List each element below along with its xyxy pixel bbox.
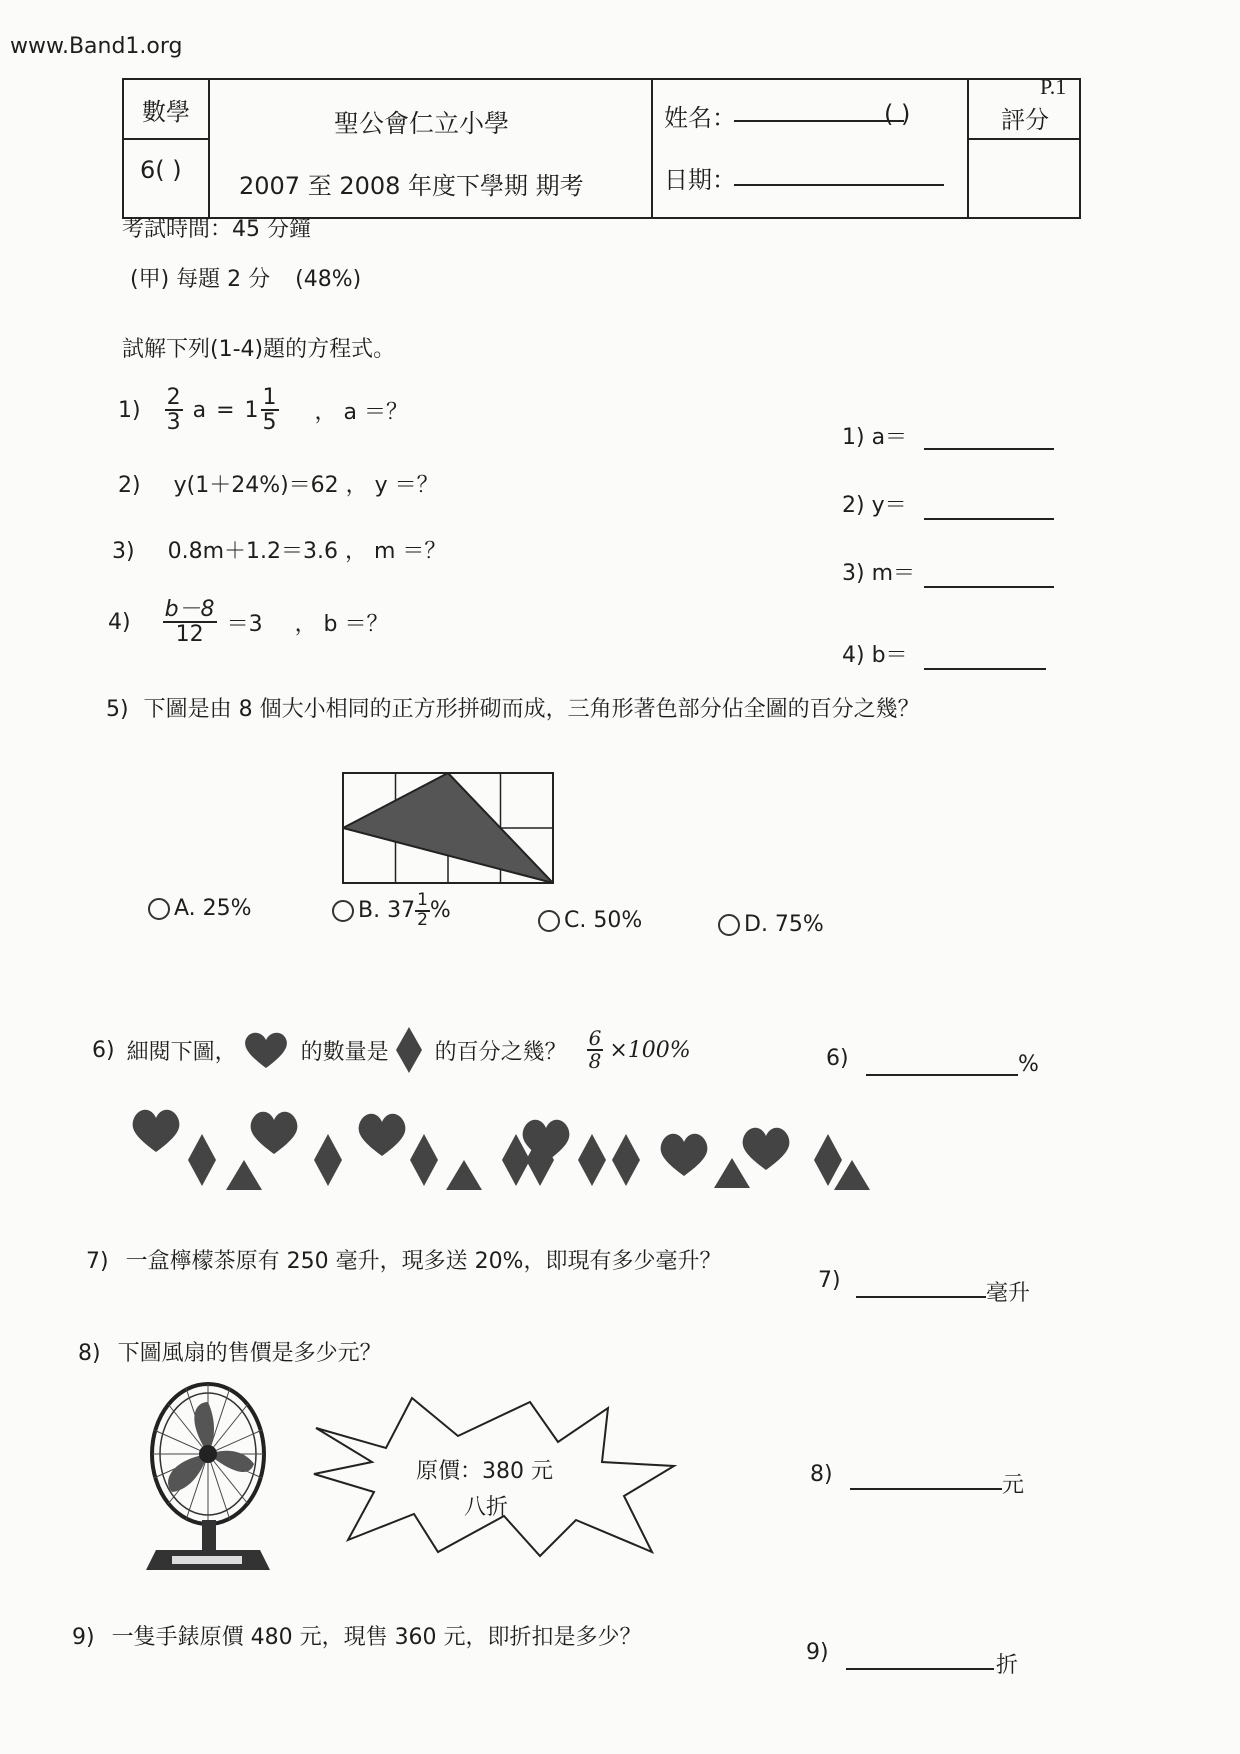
q8-number: 8) (78, 1341, 101, 1366)
name-label: 姓名： (664, 104, 736, 132)
q6-handwritten-fraction (587, 1028, 604, 1072)
q4-answer-field[interactable] (924, 644, 1046, 670)
q6-text-a: 細閱下圖， (126, 1039, 237, 1065)
fan-discount: 八折 (464, 1495, 509, 1520)
fan-original-price: 原價：380 元 (416, 1459, 553, 1484)
q6-text-b: 的數量是 (300, 1039, 389, 1065)
q9-answer-field[interactable] (846, 1644, 994, 1670)
q7-text: 一盒檸檬茶原有 250 毫升，現多送 20%，即現有多少毫升？ (125, 1249, 722, 1274)
q7-answer-field[interactable] (856, 1272, 986, 1298)
section-title (130, 262, 361, 293)
question-6 (92, 1026, 691, 1074)
diamond-shape (578, 1134, 606, 1186)
q6-answer-field[interactable] (866, 1050, 1018, 1076)
q7-number: 7) (86, 1249, 109, 1274)
q5-option-a-label: A. 25% (174, 896, 252, 921)
shape-pattern (126, 1100, 926, 1230)
q3-answer-label: 3) m＝ (842, 561, 916, 586)
q4-fraction (163, 598, 217, 646)
q4-denominator: 12 (175, 622, 204, 648)
q8-answer-field[interactable] (850, 1464, 1002, 1490)
q6-answer-label: 6) (826, 1046, 849, 1071)
q9-answer-label: 9) (806, 1640, 829, 1665)
name-field[interactable] (734, 120, 904, 122)
triangle-shape (446, 1160, 482, 1190)
heart-shape (251, 1112, 298, 1154)
question-3 (112, 534, 446, 565)
q4-ask: ， b ＝？ (294, 611, 389, 637)
q6-number: 6) (92, 1037, 115, 1063)
question-9 (72, 1620, 642, 1651)
q5-grid-figure (342, 772, 554, 884)
q9-text: 一隻手錶原價 480 元，現售 360 元，即折扣是多少？ (111, 1625, 642, 1650)
score-label: 評分 (1001, 106, 1049, 134)
q1-fraction (165, 386, 183, 434)
q1-whole: 1 (244, 397, 259, 423)
q9-answer-unit: 折 (996, 1653, 1019, 1678)
section-title-text: (甲) 每題 2 分 (130, 267, 271, 292)
q2-number: 2) (118, 473, 141, 498)
q6-hand-den: 8 (588, 1049, 602, 1073)
date-label: 日期： (664, 166, 736, 194)
school-name: 聖公會仁立小學 (334, 109, 510, 138)
diamond-shape (314, 1134, 342, 1186)
heart-shape (133, 1110, 180, 1152)
q5-option-b-fraction (415, 892, 430, 930)
header-box (122, 78, 1081, 219)
radio-a-icon[interactable] (148, 898, 170, 920)
q4-numerator: b－8 (164, 597, 215, 622)
q2-answer-label: 2) y＝ (842, 493, 907, 518)
q1-answer-label: 1) a＝ (842, 425, 908, 450)
q8-text: 下圖風扇的售價是多少元？ (117, 1341, 382, 1366)
radio-d-icon[interactable] (718, 914, 740, 936)
heart-shape (661, 1134, 708, 1176)
q2-text: y(1＋24%)＝62 ， y ＝？ (173, 473, 439, 498)
q6-hand-num: 6 (588, 1026, 602, 1050)
exam-time: 考試時間：45 分鐘 (122, 217, 311, 242)
q7-answer-label: 7) (818, 1268, 841, 1293)
q5-option-c-label: C. 50% (564, 908, 643, 933)
q3-number: 3) (112, 539, 135, 564)
q5-option-b-suffix: % (429, 898, 451, 924)
q1-equals: = (216, 397, 235, 423)
instruction: 試解下列(1-4)題的方程式。 (122, 337, 396, 362)
q3-answer-field[interactable] (924, 562, 1054, 588)
class-label: 6( ) (140, 156, 182, 184)
term-label: 2007 至 2008 年度下學期 期考 (239, 172, 584, 200)
section-weight: (48%) (295, 267, 362, 292)
q7-answer-unit: 毫升 (986, 1281, 1031, 1306)
class-number-paren: ( ) (884, 100, 911, 128)
q5-option-c[interactable] (538, 908, 642, 933)
heart-icon (243, 1030, 289, 1070)
page-number: P.1 (1040, 74, 1067, 99)
q8-answer-label: 8) (810, 1462, 833, 1487)
question-1 (118, 386, 408, 434)
q1-answer-field[interactable] (924, 424, 1054, 450)
question-8 (78, 1336, 382, 1367)
heart-shape (743, 1128, 790, 1170)
q4-rest: ＝3 (226, 611, 263, 637)
triangle-shape (226, 1160, 262, 1190)
question-7 (86, 1244, 721, 1275)
q5-option-b-num: 1 (417, 890, 428, 910)
q5-number: 5) (106, 697, 129, 722)
q1-frac1-num: 2 (166, 385, 181, 410)
q6-handwritten-rest: ×100% (609, 1037, 691, 1063)
q9-number: 9) (72, 1625, 95, 1650)
diamond-shape (410, 1134, 438, 1186)
q8-answer-unit: 元 (1002, 1473, 1025, 1498)
question-5 (106, 692, 920, 723)
electric-fan-icon (146, 1380, 306, 1580)
q6-text-c: 的百分之幾？ (434, 1039, 567, 1065)
diamond-shape (814, 1134, 842, 1186)
q4-number: 4) (108, 609, 131, 635)
q5-option-d[interactable] (718, 912, 824, 937)
triangle-shape (714, 1158, 750, 1188)
q2-answer-field[interactable] (924, 494, 1054, 520)
watermark-text: www.Band1.org (10, 34, 183, 59)
q5-option-b[interactable] (332, 892, 451, 930)
q3-text: 0.8m＋1.2＝3.6 ， m ＝？ (167, 539, 447, 564)
q1-ask: ， a ＝？ (314, 399, 408, 425)
q1-frac1-den: 3 (166, 410, 181, 436)
radio-b-icon[interactable] (332, 900, 354, 922)
q1-frac2-den: 5 (262, 410, 277, 436)
diamond-shape (612, 1134, 640, 1186)
diamond-icon (395, 1026, 423, 1074)
q1-frac2-num: 1 (262, 385, 277, 410)
heart-shape (359, 1114, 406, 1156)
q5-option-b-den: 2 (417, 909, 428, 930)
date-field[interactable] (734, 184, 944, 186)
q1-number: 1) (118, 397, 141, 423)
radio-c-icon[interactable] (538, 910, 560, 932)
q6-answer-unit: % (1018, 1052, 1039, 1077)
q5-option-a[interactable] (148, 896, 252, 921)
q5-option-d-label: D. 75% (744, 912, 824, 937)
q5-text: 下圖是由 8 個大小相同的正方形拼砌而成，三角形著色部分佔全圖的百分之幾？ (143, 697, 920, 722)
diamond-shape (188, 1134, 216, 1186)
q1-mixed-fraction (261, 386, 279, 434)
question-4 (108, 598, 389, 646)
subject-label: 數學 (142, 98, 190, 126)
q1-variable: a (192, 397, 207, 423)
q4-answer-label: 4) b＝ (842, 643, 908, 668)
q5-option-b-label: B. 37 (358, 898, 416, 924)
question-2 (118, 468, 439, 499)
